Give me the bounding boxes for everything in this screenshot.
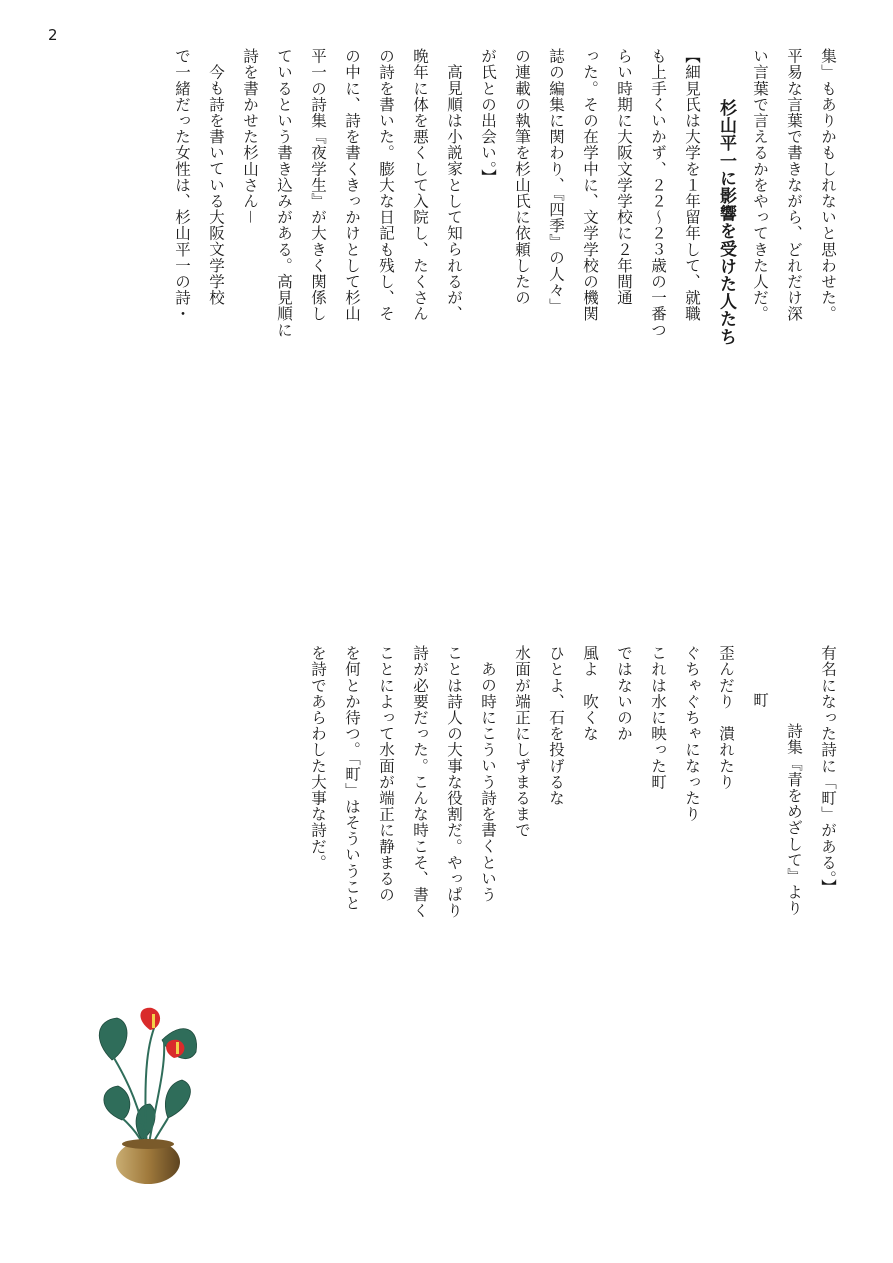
- poem-line: ひとよ、石を投げるな: [547, 645, 565, 806]
- poem-line: これは水に映った町: [649, 645, 667, 790]
- text-line: の詩を書いた。膨大な日記も残し、そ: [377, 48, 395, 322]
- text-line: った。その在学中に、文学学校の機関: [581, 48, 599, 322]
- poem-line: ぐちゃぐちゃになったり: [683, 645, 701, 823]
- text-line: 詩が必要だった。こんな時こそ、書く: [411, 645, 429, 919]
- text-line: あの時にこういう詩を書くという: [479, 660, 497, 902]
- text-line: を何とか待つ。「町」はそういうこと: [343, 645, 361, 911]
- leaf-shapes: [99, 1018, 196, 1140]
- poem-title: 町: [751, 691, 769, 708]
- text-line: の連載の執筆を杉山氏に依頼したの: [513, 48, 531, 306]
- text-line: 高見順は小説家として知られるが、: [445, 63, 463, 322]
- poem-line: 風よ 吹くな: [581, 645, 599, 742]
- text-line: 誌の編集に関わり、『四季』の人々」: [547, 48, 565, 314]
- poem-source: 詩集『青をめざして』より: [785, 722, 803, 916]
- section-heading: 杉山平一に影響を受けた人たち: [716, 99, 736, 346]
- anthurium-plant-illustration: [92, 1000, 202, 1185]
- text-line: ことによって水面が端正に静まるの: [377, 645, 395, 903]
- text-line: 平一の詩集『夜学生』が大きく関係し: [309, 48, 327, 322]
- text-line: 晩年に体を悪くして入院し、たくさん: [411, 48, 429, 322]
- poem-line: 歪んだり 潰れたり: [717, 645, 735, 790]
- text-line: 今も詩を書いている大阪文学学校: [207, 63, 225, 305]
- text-line: が氏との出会い。】: [479, 48, 497, 186]
- text-line: 集」もありかもしれないと思わせた。: [819, 48, 837, 322]
- text-line: らい時期に大阪文学学校に２年間通: [615, 48, 633, 306]
- text-line: 詩を書かせた杉山さん－: [241, 48, 259, 226]
- poem-line: 水面が端正にしずまるまで: [513, 645, 531, 839]
- text-line: 有名になった詩に「町」がある。】: [819, 645, 837, 895]
- text-line: ているという書き込みがある。高見順に: [275, 48, 293, 338]
- text-line: 平易な言葉で書きながら、どれだけ深: [785, 48, 803, 322]
- text-line: 【細見氏は大学を１年留年して、就職: [683, 48, 701, 322]
- text-line: も上手くいかず、２２～２３歳の一番つ: [649, 48, 667, 338]
- poem-line: ではないのか: [615, 645, 633, 742]
- text-line: い言葉で言えるかをやってきた人だ。: [751, 48, 769, 322]
- article-column-1: [80, 48, 845, 613]
- pot-rim: [122, 1139, 174, 1149]
- text-line: の中に、詩を書くきっかけとして杉山: [343, 48, 361, 322]
- page-number: 2: [48, 26, 58, 44]
- text-line: を詩であらわした大事な詩だ。: [309, 645, 327, 871]
- text-line: ことは詩人の大事な役割だ。やっぱり: [445, 645, 463, 919]
- text-line: で一緒だった女性は、杉山平一の詩・: [173, 48, 191, 322]
